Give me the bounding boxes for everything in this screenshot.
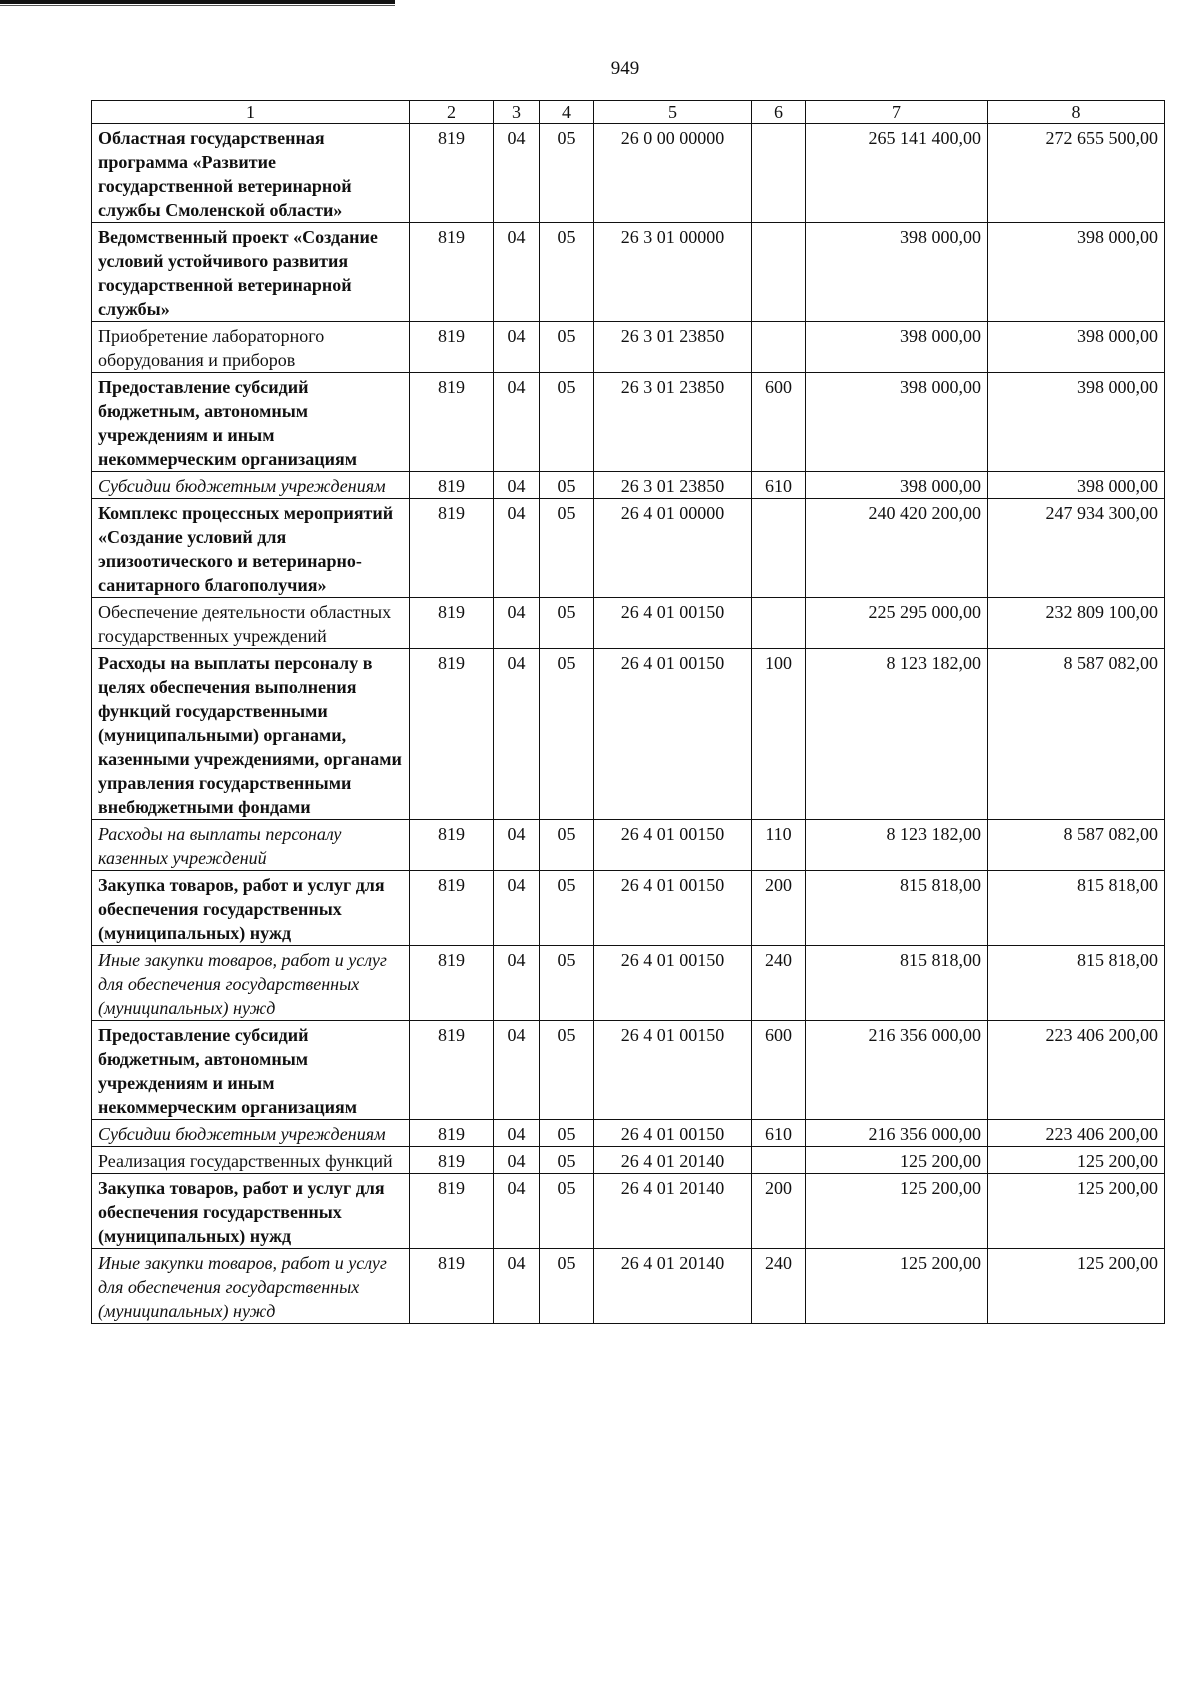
row-expense-type: 600 xyxy=(752,1021,806,1120)
row-admin-code: 819 xyxy=(410,871,494,946)
header-col-4: 4 xyxy=(540,101,594,124)
row-target-code: 26 4 01 00150 xyxy=(594,649,752,820)
row-expense-type xyxy=(752,124,806,223)
table-row xyxy=(92,124,1165,223)
row-target-code: 26 4 01 00150 xyxy=(594,1120,752,1147)
row-target-code: 26 4 01 20140 xyxy=(594,1147,752,1174)
top-rule-thin xyxy=(0,5,395,6)
row-section-code: 04 xyxy=(494,946,540,1021)
row-admin-code: 819 xyxy=(410,598,494,649)
row-expense-type: 200 xyxy=(752,871,806,946)
header-col-1: 1 xyxy=(92,101,410,124)
row-subsection-code: 05 xyxy=(540,1249,594,1324)
row-name: Обеспечение деятельности областных государственных учреждений xyxy=(92,598,410,649)
row-subsection-code: 05 xyxy=(540,322,594,373)
row-name: Расходы на выплаты персоналу казенных учреждений xyxy=(92,820,410,871)
row-name: Расходы на выплаты персоналу в целях обеспечения выполнения функций государственными (муниципальными) органами, казенными учреждениями, органами управления государственными внебюджетными фондами xyxy=(92,649,410,820)
row-admin-code: 819 xyxy=(410,1120,494,1147)
table-row xyxy=(92,322,1165,373)
row-section-code: 04 xyxy=(494,1021,540,1120)
table-body xyxy=(92,101,1165,1324)
table-row xyxy=(92,472,1165,499)
row-expense-type xyxy=(752,598,806,649)
budget-table xyxy=(91,100,1165,1324)
row-amount-col-7: 125 200,00 xyxy=(806,1249,988,1324)
row-amount-col-7: 265 141 400,00 xyxy=(806,124,988,223)
row-name: Предоставление субсидий бюджетным, автономным учреждениям и иным некоммерческим организациям xyxy=(92,373,410,472)
row-section-code: 04 xyxy=(494,472,540,499)
row-amount-col-7: 216 356 000,00 xyxy=(806,1120,988,1147)
header-col-6: 6 xyxy=(752,101,806,124)
row-amount-col-8: 398 000,00 xyxy=(988,223,1165,322)
row-expense-type: 240 xyxy=(752,1249,806,1324)
header-col-2: 2 xyxy=(410,101,494,124)
row-amount-col-8: 232 809 100,00 xyxy=(988,598,1165,649)
row-subsection-code: 05 xyxy=(540,1120,594,1147)
row-amount-col-7: 815 818,00 xyxy=(806,871,988,946)
header-col-7: 7 xyxy=(806,101,988,124)
row-amount-col-7: 125 200,00 xyxy=(806,1147,988,1174)
row-subsection-code: 05 xyxy=(540,649,594,820)
row-name: Субсидии бюджетным учреждениям xyxy=(92,472,410,499)
row-section-code: 04 xyxy=(494,322,540,373)
row-amount-col-7: 398 000,00 xyxy=(806,322,988,373)
row-amount-col-8: 125 200,00 xyxy=(988,1147,1165,1174)
header-col-3: 3 xyxy=(494,101,540,124)
row-amount-col-7: 8 123 182,00 xyxy=(806,820,988,871)
row-name: Приобретение лабораторного оборудования и приборов xyxy=(92,322,410,373)
row-admin-code: 819 xyxy=(410,499,494,598)
row-target-code: 26 0 00 00000 xyxy=(594,124,752,223)
row-admin-code: 819 xyxy=(410,373,494,472)
row-subsection-code: 05 xyxy=(540,598,594,649)
row-expense-type: 600 xyxy=(752,373,806,472)
row-section-code: 04 xyxy=(494,223,540,322)
row-amount-col-8: 398 000,00 xyxy=(988,472,1165,499)
row-amount-col-7: 225 295 000,00 xyxy=(806,598,988,649)
row-section-code: 04 xyxy=(494,598,540,649)
row-name: Иные закупки товаров, работ и услуг для обеспечения государственных (муниципальных) нужд xyxy=(92,946,410,1021)
row-admin-code: 819 xyxy=(410,472,494,499)
row-section-code: 04 xyxy=(494,871,540,946)
row-admin-code: 819 xyxy=(410,1174,494,1249)
row-target-code: 26 4 01 20140 xyxy=(594,1249,752,1324)
table-row xyxy=(92,373,1165,472)
row-target-code: 26 3 01 00000 xyxy=(594,223,752,322)
table-row xyxy=(92,820,1165,871)
row-name: Предоставление субсидий бюджетным, автономным учреждениям и иным некоммерческим организациям xyxy=(92,1021,410,1120)
row-name: Субсидии бюджетным учреждениям xyxy=(92,1120,410,1147)
row-amount-col-7: 398 000,00 xyxy=(806,472,988,499)
row-amount-col-7: 398 000,00 xyxy=(806,373,988,472)
table-row xyxy=(92,946,1165,1021)
row-admin-code: 819 xyxy=(410,1021,494,1120)
row-expense-type xyxy=(752,1147,806,1174)
row-subsection-code: 05 xyxy=(540,499,594,598)
row-admin-code: 819 xyxy=(410,1249,494,1324)
row-target-code: 26 4 01 20140 xyxy=(594,1174,752,1249)
row-expense-type xyxy=(752,499,806,598)
row-amount-col-8: 125 200,00 xyxy=(988,1249,1165,1324)
row-name: Закупка товаров, работ и услуг для обеспечения государственных (муниципальных) нужд xyxy=(92,1174,410,1249)
row-subsection-code: 05 xyxy=(540,373,594,472)
row-admin-code: 819 xyxy=(410,1147,494,1174)
page-number: 949 xyxy=(610,58,640,79)
table-row xyxy=(92,1174,1165,1249)
table-row xyxy=(92,223,1165,322)
table-row xyxy=(92,649,1165,820)
row-expense-type xyxy=(752,223,806,322)
row-amount-col-7: 125 200,00 xyxy=(806,1174,988,1249)
row-subsection-code: 05 xyxy=(540,1021,594,1120)
row-subsection-code: 05 xyxy=(540,1147,594,1174)
row-name: Закупка товаров, работ и услуг для обеспечения государственных (муниципальных) нужд xyxy=(92,871,410,946)
row-name: Областная государственная программа «Развитие государственной ветеринарной службы Смоленской области» xyxy=(92,124,410,223)
row-amount-col-8: 272 655 500,00 xyxy=(988,124,1165,223)
row-amount-col-8: 815 818,00 xyxy=(988,871,1165,946)
row-amount-col-7: 815 818,00 xyxy=(806,946,988,1021)
table-row xyxy=(92,1249,1165,1324)
table-header-row xyxy=(92,101,1165,124)
row-section-code: 04 xyxy=(494,124,540,223)
row-subsection-code: 05 xyxy=(540,946,594,1021)
row-subsection-code: 05 xyxy=(540,820,594,871)
row-target-code: 26 4 01 00150 xyxy=(594,820,752,871)
row-amount-col-8: 247 934 300,00 xyxy=(988,499,1165,598)
row-target-code: 26 3 01 23850 xyxy=(594,472,752,499)
row-target-code: 26 4 01 00150 xyxy=(594,871,752,946)
row-target-code: 26 4 01 00150 xyxy=(594,1021,752,1120)
row-amount-col-7: 240 420 200,00 xyxy=(806,499,988,598)
row-amount-col-8: 125 200,00 xyxy=(988,1174,1165,1249)
table-row xyxy=(92,1021,1165,1120)
table-row xyxy=(92,1120,1165,1147)
row-amount-col-7: 216 356 000,00 xyxy=(806,1021,988,1120)
row-name: Реализация государственных функций xyxy=(92,1147,410,1174)
row-admin-code: 819 xyxy=(410,124,494,223)
row-admin-code: 819 xyxy=(410,820,494,871)
row-target-code: 26 3 01 23850 xyxy=(594,322,752,373)
row-section-code: 04 xyxy=(494,373,540,472)
table-row xyxy=(92,598,1165,649)
header-col-8: 8 xyxy=(988,101,1165,124)
row-amount-col-8: 223 406 200,00 xyxy=(988,1021,1165,1120)
row-amount-col-7: 398 000,00 xyxy=(806,223,988,322)
row-target-code: 26 4 01 00000 xyxy=(594,499,752,598)
row-subsection-code: 05 xyxy=(540,223,594,322)
row-name: Комплекс процессных мероприятий «Создание условий для эпизоотического и ветеринарно-санитарного благополучия» xyxy=(92,499,410,598)
row-amount-col-8: 815 818,00 xyxy=(988,946,1165,1021)
row-target-code: 26 4 01 00150 xyxy=(594,946,752,1021)
row-section-code: 04 xyxy=(494,499,540,598)
row-section-code: 04 xyxy=(494,1120,540,1147)
row-amount-col-8: 223 406 200,00 xyxy=(988,1120,1165,1147)
table-row xyxy=(92,871,1165,946)
row-subsection-code: 05 xyxy=(540,124,594,223)
row-target-code: 26 3 01 23850 xyxy=(594,373,752,472)
row-section-code: 04 xyxy=(494,1174,540,1249)
row-amount-col-8: 8 587 082,00 xyxy=(988,649,1165,820)
table-row xyxy=(92,1147,1165,1174)
row-expense-type: 610 xyxy=(752,472,806,499)
row-expense-type xyxy=(752,322,806,373)
row-name: Ведомственный проект «Создание условий устойчивого развития государственной ветеринарной службы» xyxy=(92,223,410,322)
row-section-code: 04 xyxy=(494,649,540,820)
row-subsection-code: 05 xyxy=(540,871,594,946)
row-section-code: 04 xyxy=(494,820,540,871)
row-expense-type: 240 xyxy=(752,946,806,1021)
row-admin-code: 819 xyxy=(410,322,494,373)
row-admin-code: 819 xyxy=(410,649,494,820)
row-expense-type: 610 xyxy=(752,1120,806,1147)
row-admin-code: 819 xyxy=(410,946,494,1021)
row-name: Иные закупки товаров, работ и услуг для обеспечения государственных (муниципальных) нужд xyxy=(92,1249,410,1324)
row-admin-code: 819 xyxy=(410,223,494,322)
row-amount-col-7: 8 123 182,00 xyxy=(806,649,988,820)
row-expense-type: 110 xyxy=(752,820,806,871)
row-amount-col-8: 8 587 082,00 xyxy=(988,820,1165,871)
top-rule xyxy=(0,0,395,4)
row-amount-col-8: 398 000,00 xyxy=(988,322,1165,373)
table-row xyxy=(92,499,1165,598)
row-section-code: 04 xyxy=(494,1249,540,1324)
row-expense-type: 100 xyxy=(752,649,806,820)
row-section-code: 04 xyxy=(494,1147,540,1174)
row-amount-col-8: 398 000,00 xyxy=(988,373,1165,472)
row-target-code: 26 4 01 00150 xyxy=(594,598,752,649)
row-subsection-code: 05 xyxy=(540,472,594,499)
header-col-5: 5 xyxy=(594,101,752,124)
row-subsection-code: 05 xyxy=(540,1174,594,1249)
row-expense-type: 200 xyxy=(752,1174,806,1249)
